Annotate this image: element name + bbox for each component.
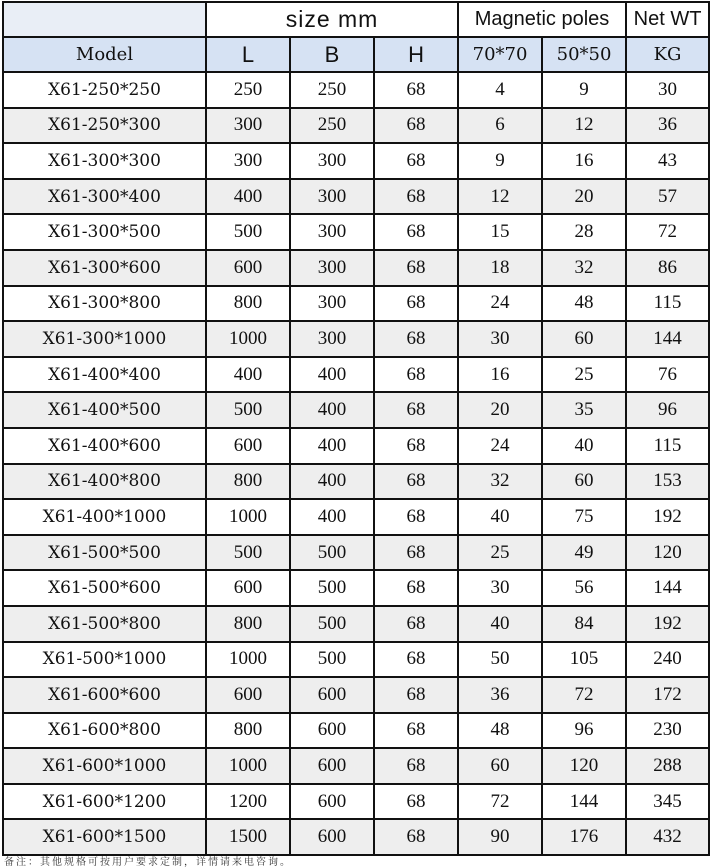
- cell-length: 400: [206, 357, 290, 393]
- spec-table: [2, 1, 710, 856]
- cell-poles-50: 20: [542, 179, 626, 215]
- cell-length: 600: [206, 250, 290, 286]
- cell-model: X61-300*500: [3, 214, 206, 250]
- cell-poles-70: 50: [458, 642, 542, 678]
- header-net-weight-group: Net WT: [626, 2, 709, 37]
- cell-length: 400: [206, 179, 290, 215]
- cell-model: X61-300*400: [3, 179, 206, 215]
- cell-poles-50: 25: [542, 357, 626, 393]
- cell-length: 1200: [206, 784, 290, 820]
- cell-poles-50: 56: [542, 570, 626, 606]
- cell-model: X61-500*1000: [3, 642, 206, 678]
- cell-model: X61-600*1200: [3, 784, 206, 820]
- table-row: [3, 535, 709, 571]
- cell-poles-70: 9: [458, 143, 542, 179]
- cell-model: X61-300*800: [3, 286, 206, 322]
- cell-poles-50: 60: [542, 464, 626, 500]
- cell-model: X61-400*400: [3, 357, 206, 393]
- cell-breadth: 300: [290, 179, 374, 215]
- cell-kg: 172: [626, 677, 709, 713]
- cell-poles-70: 4: [458, 72, 542, 108]
- cell-breadth: 500: [290, 606, 374, 642]
- cell-breadth: 600: [290, 748, 374, 784]
- table-row: [3, 499, 709, 535]
- header-poles-70: 70*70: [458, 37, 542, 72]
- cell-height: 68: [374, 108, 458, 144]
- cell-breadth: 600: [290, 819, 374, 855]
- cell-height: 68: [374, 642, 458, 678]
- cell-poles-50: 75: [542, 499, 626, 535]
- table-row: [3, 606, 709, 642]
- cell-breadth: 400: [290, 357, 374, 393]
- cell-poles-70: 30: [458, 321, 542, 357]
- table-row: [3, 784, 709, 820]
- cell-height: 68: [374, 392, 458, 428]
- cell-poles-50: 35: [542, 392, 626, 428]
- table-row: [3, 464, 709, 500]
- cell-model: X61-300*300: [3, 143, 206, 179]
- table-row: [3, 250, 709, 286]
- cell-height: 68: [374, 214, 458, 250]
- cell-breadth: 500: [290, 570, 374, 606]
- cell-height: 68: [374, 286, 458, 322]
- cell-breadth: 250: [290, 108, 374, 144]
- table-row: [3, 72, 709, 108]
- cell-poles-70: 25: [458, 535, 542, 571]
- cell-poles-50: 120: [542, 748, 626, 784]
- table-row: [3, 357, 709, 393]
- cell-height: 68: [374, 535, 458, 571]
- cell-kg: 120: [626, 535, 709, 571]
- cell-breadth: 600: [290, 677, 374, 713]
- cell-kg: 86: [626, 250, 709, 286]
- cell-kg: 153: [626, 464, 709, 500]
- cell-kg: 76: [626, 357, 709, 393]
- table-row: [3, 286, 709, 322]
- cell-poles-70: 24: [458, 286, 542, 322]
- cell-height: 68: [374, 499, 458, 535]
- cell-poles-50: 84: [542, 606, 626, 642]
- cell-height: 68: [374, 250, 458, 286]
- cell-length: 250: [206, 72, 290, 108]
- cell-length: 800: [206, 464, 290, 500]
- table-row: [3, 748, 709, 784]
- cell-height: 68: [374, 179, 458, 215]
- table-row: [3, 428, 709, 464]
- table-body: [3, 72, 709, 855]
- cell-poles-50: 144: [542, 784, 626, 820]
- cell-length: 600: [206, 570, 290, 606]
- cell-breadth: 300: [290, 286, 374, 322]
- table-row: [3, 214, 709, 250]
- cell-kg: 345: [626, 784, 709, 820]
- cell-kg: 230: [626, 713, 709, 749]
- cell-height: 68: [374, 606, 458, 642]
- cell-length: 800: [206, 286, 290, 322]
- cell-model: X61-600*800: [3, 713, 206, 749]
- cell-breadth: 400: [290, 392, 374, 428]
- cell-length: 1000: [206, 499, 290, 535]
- cell-model: X61-500*500: [3, 535, 206, 571]
- cell-breadth: 300: [290, 321, 374, 357]
- cell-poles-70: 72: [458, 784, 542, 820]
- cell-poles-50: 9: [542, 72, 626, 108]
- header-length: L: [206, 37, 290, 72]
- cell-poles-50: 16: [542, 143, 626, 179]
- cell-breadth: 600: [290, 713, 374, 749]
- cell-poles-70: 36: [458, 677, 542, 713]
- cell-model: X61-250*250: [3, 72, 206, 108]
- cell-height: 68: [374, 570, 458, 606]
- cell-length: 1000: [206, 642, 290, 678]
- cell-poles-70: 15: [458, 214, 542, 250]
- cell-length: 800: [206, 713, 290, 749]
- cell-poles-70: 48: [458, 713, 542, 749]
- cell-breadth: 300: [290, 214, 374, 250]
- table-row: [3, 392, 709, 428]
- cell-poles-70: 90: [458, 819, 542, 855]
- table-row: [3, 108, 709, 144]
- cell-kg: 115: [626, 286, 709, 322]
- cell-breadth: 250: [290, 72, 374, 108]
- cell-model: X61-500*600: [3, 570, 206, 606]
- footnote: 备注：其他规格可按用户要求定制，详情请来电咨询。: [4, 857, 292, 868]
- cell-height: 68: [374, 819, 458, 855]
- cell-kg: 144: [626, 321, 709, 357]
- cell-height: 68: [374, 677, 458, 713]
- cell-poles-50: 72: [542, 677, 626, 713]
- cell-model: X61-400*500: [3, 392, 206, 428]
- cell-poles-50: 28: [542, 214, 626, 250]
- cell-poles-50: 176: [542, 819, 626, 855]
- cell-poles-50: 12: [542, 108, 626, 144]
- cell-kg: 115: [626, 428, 709, 464]
- cell-kg: 192: [626, 606, 709, 642]
- cell-model: X61-600*600: [3, 677, 206, 713]
- cell-kg: 144: [626, 570, 709, 606]
- cell-breadth: 400: [290, 464, 374, 500]
- cell-height: 68: [374, 464, 458, 500]
- cell-kg: 240: [626, 642, 709, 678]
- cell-kg: 432: [626, 819, 709, 855]
- header-kg: KG: [626, 37, 709, 72]
- cell-breadth: 500: [290, 642, 374, 678]
- header-column-row: [3, 37, 709, 72]
- cell-kg: 96: [626, 392, 709, 428]
- cell-model: X61-300*1000: [3, 321, 206, 357]
- cell-kg: 72: [626, 214, 709, 250]
- table-row: [3, 570, 709, 606]
- table-row: [3, 642, 709, 678]
- table-row: [3, 179, 709, 215]
- cell-poles-70: 32: [458, 464, 542, 500]
- cell-kg: 288: [626, 748, 709, 784]
- cell-breadth: 500: [290, 535, 374, 571]
- header-size-group: size mm: [206, 2, 458, 37]
- cell-breadth: 400: [290, 499, 374, 535]
- cell-poles-70: 40: [458, 499, 542, 535]
- cell-length: 1500: [206, 819, 290, 855]
- cell-height: 68: [374, 713, 458, 749]
- cell-poles-70: 12: [458, 179, 542, 215]
- cell-poles-70: 40: [458, 606, 542, 642]
- cell-length: 300: [206, 143, 290, 179]
- cell-height: 68: [374, 784, 458, 820]
- header-blank-cell: [3, 2, 206, 37]
- cell-length: 1000: [206, 748, 290, 784]
- cell-kg: 192: [626, 499, 709, 535]
- table-row: [3, 819, 709, 855]
- cell-poles-50: 49: [542, 535, 626, 571]
- cell-kg: 43: [626, 143, 709, 179]
- cell-breadth: 300: [290, 250, 374, 286]
- cell-kg: 57: [626, 179, 709, 215]
- cell-kg: 30: [626, 72, 709, 108]
- cell-breadth: 300: [290, 143, 374, 179]
- cell-height: 68: [374, 143, 458, 179]
- cell-poles-70: 16: [458, 357, 542, 393]
- cell-height: 68: [374, 748, 458, 784]
- cell-length: 300: [206, 108, 290, 144]
- cell-model: X61-250*300: [3, 108, 206, 144]
- header-height: H: [374, 37, 458, 72]
- cell-length: 500: [206, 535, 290, 571]
- cell-poles-50: 105: [542, 642, 626, 678]
- cell-poles-70: 30: [458, 570, 542, 606]
- cell-height: 68: [374, 428, 458, 464]
- cell-length: 500: [206, 214, 290, 250]
- cell-model: X61-400*600: [3, 428, 206, 464]
- cell-length: 600: [206, 677, 290, 713]
- table-row: [3, 713, 709, 749]
- cell-poles-50: 60: [542, 321, 626, 357]
- cell-model: X61-600*1000: [3, 748, 206, 784]
- header-poles-50: 50*50: [542, 37, 626, 72]
- cell-model: X61-500*800: [3, 606, 206, 642]
- header-group-row: [3, 2, 709, 37]
- cell-model: X61-300*600: [3, 250, 206, 286]
- cell-length: 1000: [206, 321, 290, 357]
- table-row: [3, 321, 709, 357]
- cell-model: X61-400*1000: [3, 499, 206, 535]
- cell-length: 600: [206, 428, 290, 464]
- cell-poles-70: 24: [458, 428, 542, 464]
- table-row: [3, 143, 709, 179]
- cell-height: 68: [374, 72, 458, 108]
- cell-kg: 36: [626, 108, 709, 144]
- cell-breadth: 600: [290, 784, 374, 820]
- cell-model: X61-400*800: [3, 464, 206, 500]
- cell-height: 68: [374, 357, 458, 393]
- cell-model: X61-600*1500: [3, 819, 206, 855]
- cell-poles-50: 96: [542, 713, 626, 749]
- cell-poles-70: 60: [458, 748, 542, 784]
- cell-poles-70: 20: [458, 392, 542, 428]
- cell-poles-70: 18: [458, 250, 542, 286]
- cell-poles-50: 40: [542, 428, 626, 464]
- cell-length: 800: [206, 606, 290, 642]
- table-row: [3, 677, 709, 713]
- header-breadth: B: [290, 37, 374, 72]
- cell-height: 68: [374, 321, 458, 357]
- cell-breadth: 400: [290, 428, 374, 464]
- cell-poles-70: 6: [458, 108, 542, 144]
- cell-poles-50: 32: [542, 250, 626, 286]
- cell-length: 500: [206, 392, 290, 428]
- cell-poles-50: 48: [542, 286, 626, 322]
- header-model: Model: [3, 37, 206, 72]
- header-magnetic-poles-group: Magnetic poles: [458, 2, 626, 37]
